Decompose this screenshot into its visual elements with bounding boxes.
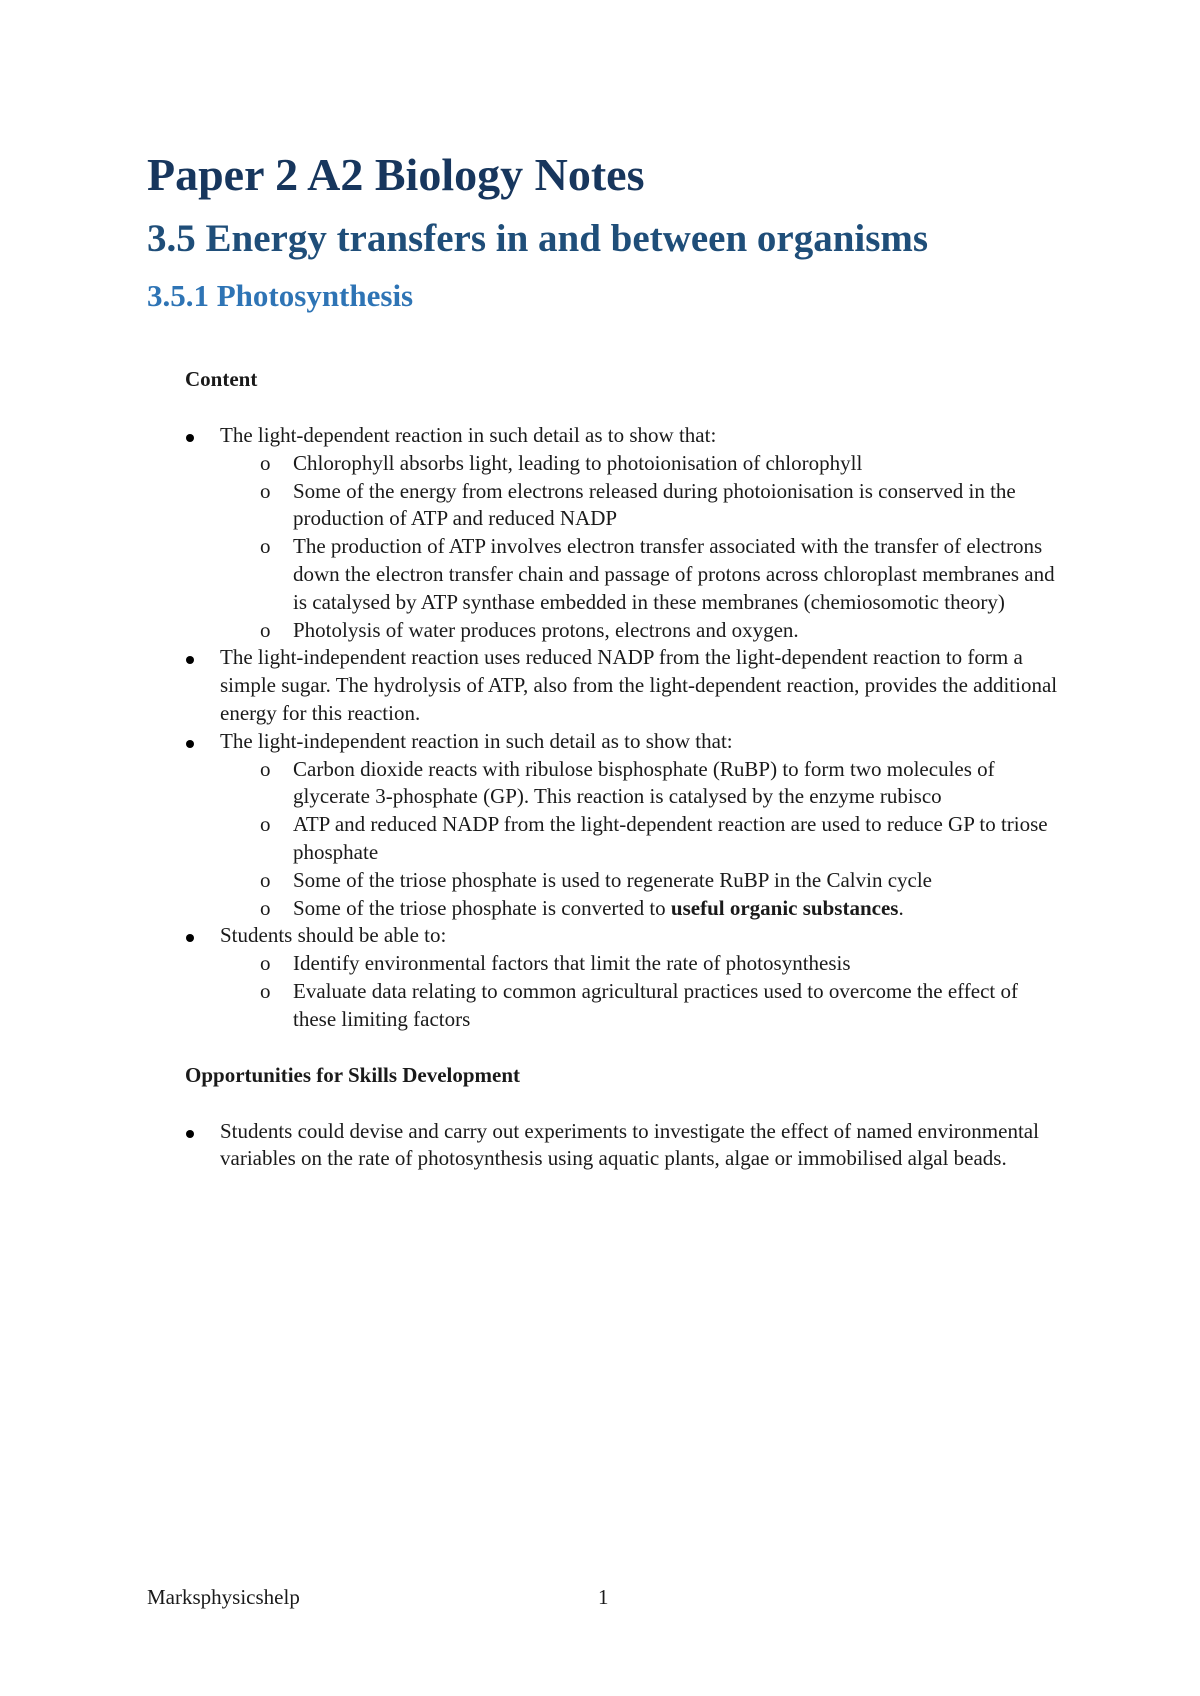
sub-list-item [220, 811, 1065, 867]
circle-bullet-icon: o [260, 534, 271, 559]
sub-list-item [220, 978, 1065, 1034]
circle-bullet-icon: o [260, 951, 271, 976]
sub-list [220, 950, 1065, 1033]
sub-item-text-before: Some of the triose phosphate is converted to [293, 895, 671, 920]
circle-bullet-icon: o [260, 978, 271, 1003]
sub-list [220, 756, 1065, 923]
content-item-students-able [185, 922, 1065, 1033]
sub-list-item [220, 533, 1065, 616]
circle-bullet-icon: o [260, 478, 271, 503]
list-item-text: Students should be able to: [220, 923, 447, 948]
circle-bullet-icon: o [260, 450, 271, 475]
circle-bullet-icon: o [260, 756, 271, 781]
footer-author: Marksphysicshelp [147, 1585, 300, 1609]
sub-item-text-after: . [898, 895, 904, 920]
sub-list-item [220, 756, 1065, 812]
sub-list-item [220, 895, 1065, 923]
sub-item-text: The production of ATP involves electron transfer associated with the transfer of electrons down the electron transfer chain and passage of protons across chloroplast membranes and is catalysed by ATP synthase embedded in these membranes (chemiosomotic theory) [293, 534, 1055, 614]
content-item-light-independent-overview [185, 644, 1065, 727]
sub-item-text: Carbon dioxide reacts with ribulose bisphosphate (RuBP) to form two molecules of glycerate 3-phosphate (GP). This reaction is catalysed by the enzyme rubisco [293, 756, 995, 809]
bullet-icon [186, 656, 194, 664]
sub-item-text: Chlorophyll absorbs light, leading to photoionisation of chlorophyll [293, 450, 863, 475]
sub-item-text: Some of the energy from electrons released during photoionisation is conserved in the production of ATP and reduced NADP [293, 478, 1016, 531]
section-title: 3.5 Energy transfers in and between organisms [147, 217, 929, 260]
skills-item [185, 1118, 1065, 1174]
content-list [185, 422, 1065, 1034]
sub-item-text: Some of the triose phosphate is used to regenerate RuBP in the Calvin cycle [293, 867, 932, 892]
document-title: Paper 2 A2 Biology Notes [147, 149, 645, 200]
sub-item-text: Photolysis of water produces protons, electrons and oxygen. [293, 617, 799, 642]
list-item-text: The light-independent reaction uses reduced NADP from the light-dependent reaction to form a simple sugar. The hydrolysis of ATP, also from the light-dependent reaction, provides the additional energy for this reaction. [220, 645, 1058, 725]
sub-list-item [220, 450, 1065, 478]
sub-item-text: Identify environmental factors that limit the rate of photosynthesis [293, 951, 851, 976]
list-item-text: Students could devise and carry out experiments to investigate the effect of named environmental variables on the rate of photosynthesis using aquatic plants, algae or immobilised algal beads. [220, 1118, 1039, 1171]
bullet-icon [186, 934, 194, 942]
circle-bullet-icon: o [260, 617, 271, 642]
list-item-text: The light-dependent reaction in such detail as to show that: [220, 423, 717, 447]
sub-list [220, 450, 1065, 645]
skills-list [185, 1118, 1065, 1174]
sub-list-item [220, 867, 1065, 895]
sub-item-text: ATP and reduced NADP from the light-dependent reaction are used to reduce GP to triose phosphate [293, 812, 1048, 864]
content-body [185, 366, 1065, 1173]
sub-list-item [220, 617, 1065, 645]
content-item-light-dependent [185, 422, 1065, 644]
subsection-title: 3.5.1 Photosynthesis [147, 278, 414, 313]
bullet-icon [186, 434, 194, 442]
circle-bullet-icon: o [260, 867, 271, 892]
spacer [185, 1034, 1065, 1062]
sub-list-item [220, 478, 1065, 534]
emphasis-text: useful organic substances [670, 895, 899, 920]
bullet-icon [186, 1130, 194, 1138]
content-item-light-independent [185, 728, 1065, 923]
footer-page-number: 1 [598, 1585, 609, 1609]
skills-heading: Opportunities for Skills Development [185, 1062, 521, 1087]
bullet-icon [186, 740, 194, 748]
list-item-text: The light-independent reaction in such detail as to show that: [220, 728, 733, 753]
content-heading: Content [185, 367, 258, 391]
circle-bullet-icon: o [260, 895, 271, 920]
circle-bullet-icon: o [260, 812, 271, 837]
sub-list-item [220, 950, 1065, 978]
sub-item-text: Evaluate data relating to common agricultural practices used to overcome the effect of these limiting factors [293, 978, 1018, 1031]
